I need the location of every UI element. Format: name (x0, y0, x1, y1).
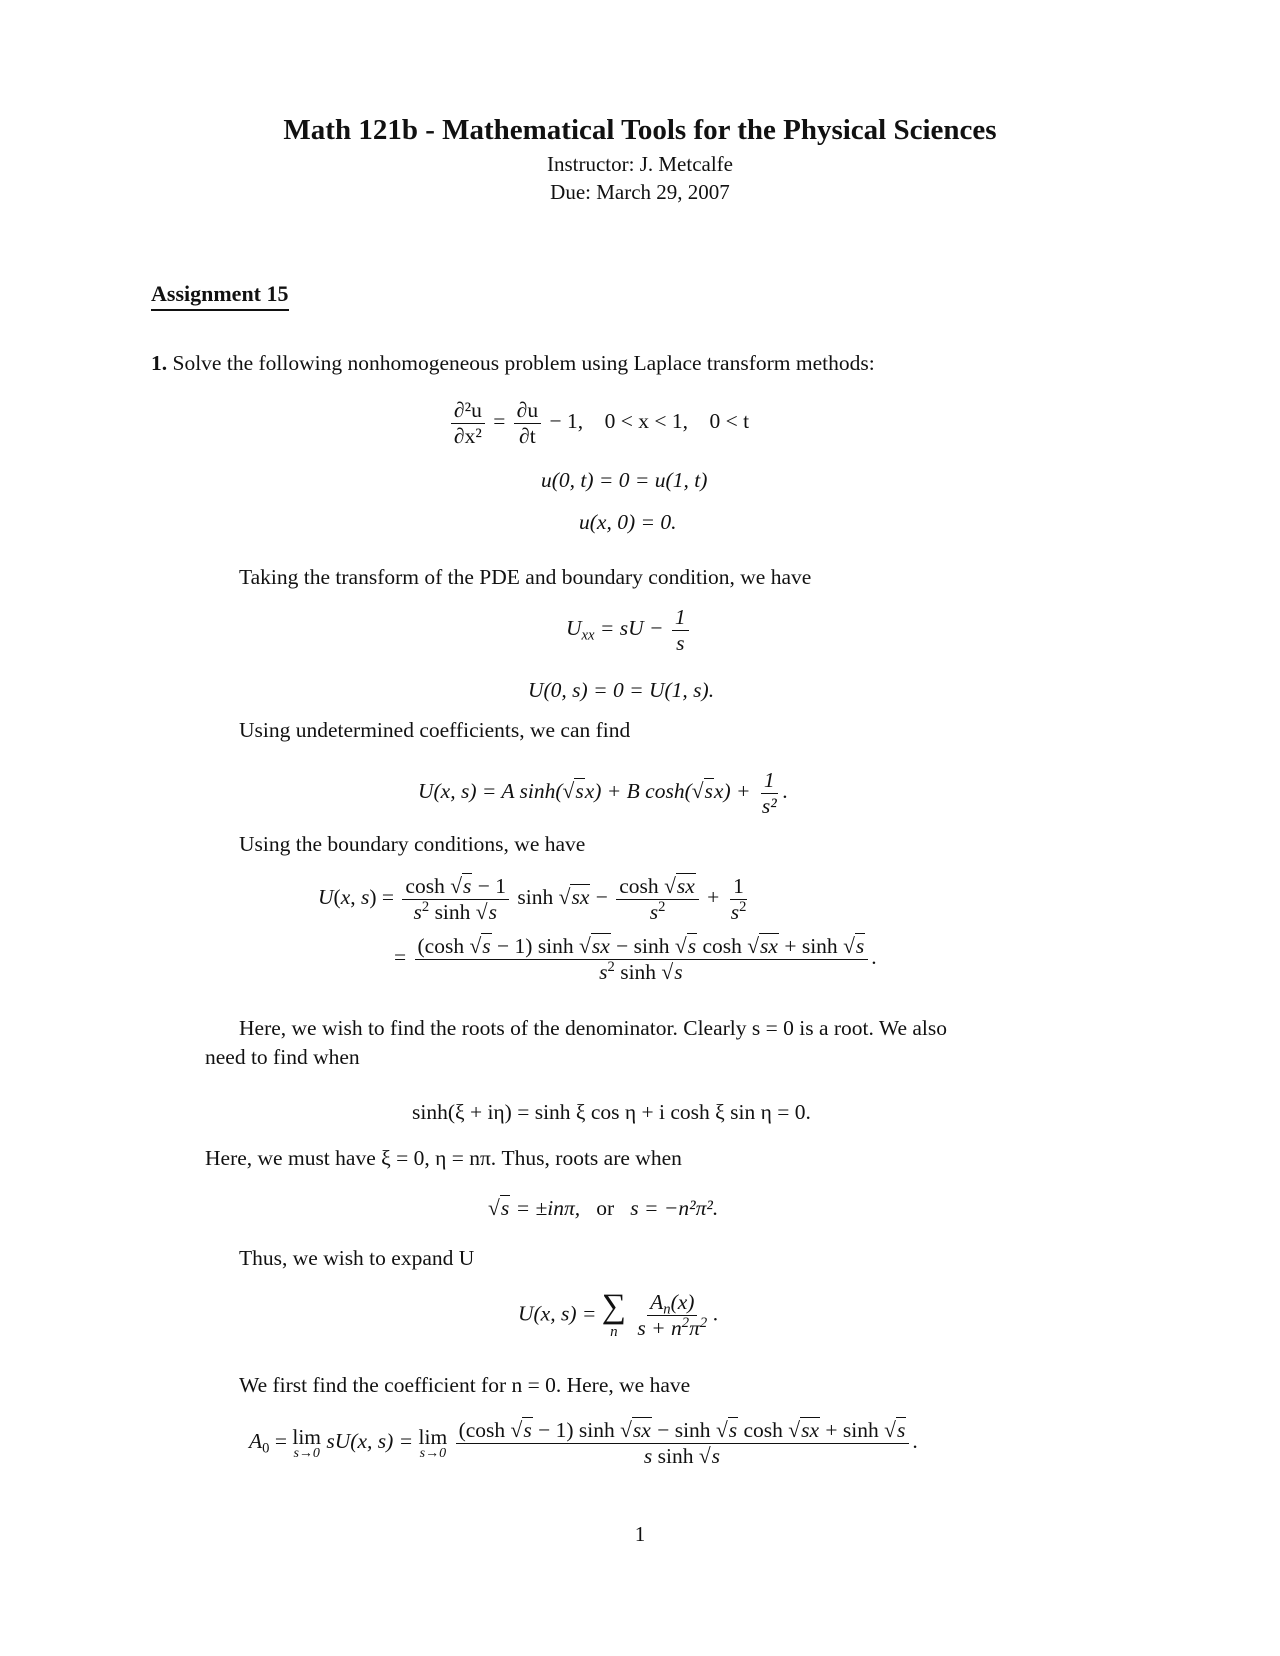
paragraph-undetermined: Using undetermined coefficients, we can find (239, 718, 631, 742)
equation-roots: √s = ±inπ, or s = −n²π². (488, 1196, 719, 1220)
due-date-line: Due: March 29, 2007 (550, 180, 730, 204)
assignment-heading: Assignment 15 (151, 281, 289, 311)
problem-statement (151, 351, 875, 376)
equation-transformed-bc: U(0, s) = 0 = U(1, s). (528, 678, 715, 702)
equation-boundary: u(0, t) = 0 = u(1, t) (541, 468, 708, 492)
equation-a0: $A_0$ = lim s→0 sU(x, s) = lim s→0 $\frac{\text{(cosh √s − 1) sinh √sx − sinh √s cosh √sx + sinh √s}}{\text{s sinh √s}}$ . (249, 1418, 918, 1468)
sqrt-icon: √s (562, 779, 584, 804)
paragraph-roots-1: Here, we wish to find the roots of the denominator. Clearly s = 0 is a root. We also (239, 1016, 948, 1040)
paragraph-coefficient: We first find the coefficient for n = 0. Here, we have (239, 1373, 691, 1397)
paragraph-must-have: Here, we must have ξ = 0, η = nπ. Thus, roots are when (205, 1146, 682, 1170)
problem-text: Solve the following nonhomogeneous problem using Laplace transform methods: (172, 351, 875, 375)
paragraph-transform: Taking the transform of the PDE and boundary condition, we have (239, 565, 812, 589)
equation-transformed-ode: $U_{xx}$ = sU − $\frac{1}{s}$ (566, 605, 692, 655)
page-number: 1 (634, 1522, 646, 1546)
document-title: Math 121b - Mathematical Tools for the Physical Sciences (283, 114, 997, 146)
equation-initial: u(x, 0) = 0. (579, 510, 677, 534)
sqrt-icon: √s (691, 779, 713, 804)
equation-pde: $\frac{\text{∂²u}}{\text{∂x²}}$ = $\frac{\partial u}{\partial t}$ − 1, 0 < x < 1, 0 < t (448, 398, 749, 448)
equation-solution-line1: U(x, s) = $\frac{\cosh √s - 1}{s^2 \sinh √s}$ sinh √sx − $\frac{\cosh √sx}{s^2}$ + $\frac{1}{s^2}$ (318, 874, 747, 924)
paragraph-roots-2: need to find when (205, 1045, 360, 1069)
problem-number: 1. (151, 351, 168, 375)
equation-sinh-identity: sinh(ξ + iη) = sinh ξ cos η + i cosh ξ sin η = 0. (412, 1100, 811, 1124)
equation-solution-line2: = $\frac{\text{(cosh √s − 1) sinh √sx − sinh √s cosh √sx + sinh √s}}{s^2 \sinh √s}$ . (394, 934, 877, 984)
equation-general-solution: U(x, s) = A sinh(√sx) + B cosh(√sx) + $\frac{1}{\text{s²}}$ . (418, 768, 789, 818)
equation-series: U(x, s) = ∑ n $\frac{A_n(x)}{s + n^2\pi^2}$ . (518, 1288, 719, 1340)
instructor-line: Instructor: J. Metcalfe (546, 152, 734, 176)
sigma-icon: ∑ (601, 1288, 627, 1325)
paragraph-boundary: Using the boundary conditions, we have (239, 832, 586, 856)
paragraph-expand: Thus, we wish to expand U (239, 1246, 475, 1270)
